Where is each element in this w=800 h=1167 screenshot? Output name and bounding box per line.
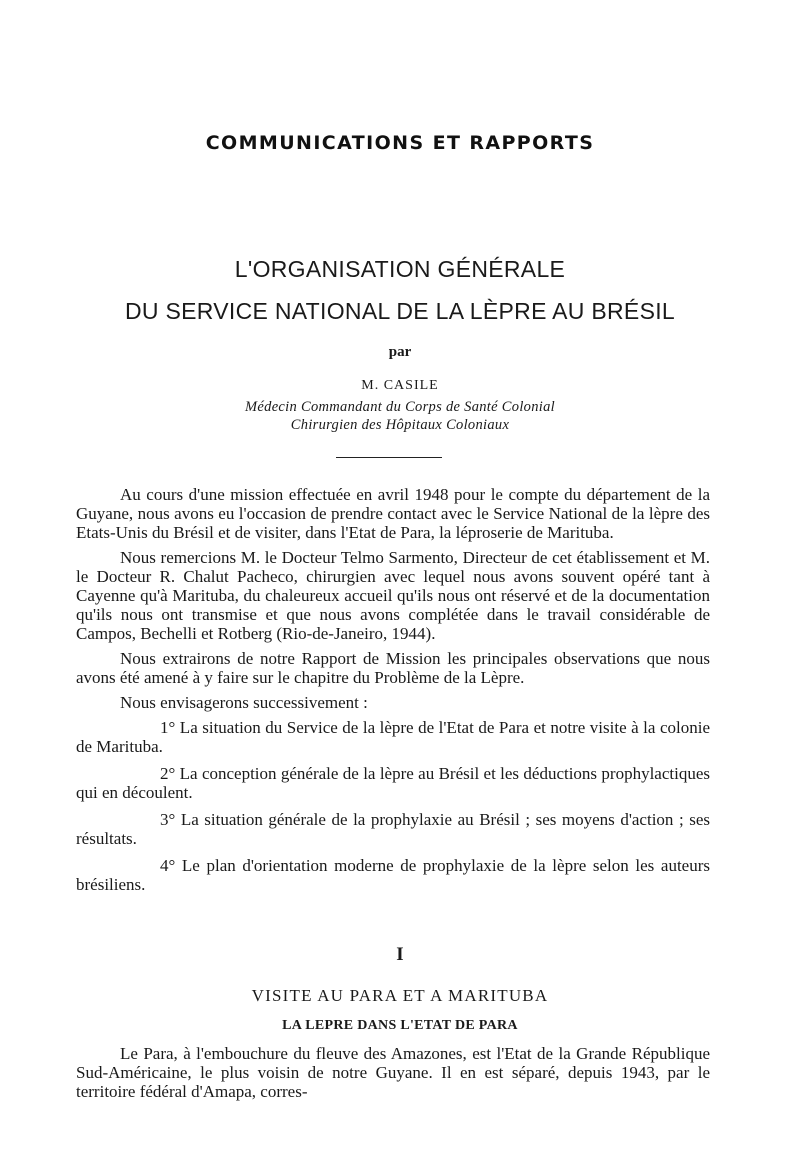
separator-rule — [336, 457, 442, 458]
paragraph: Nous extrairons de notre Rapport de Mission les principales observations que nous avons été amené à y faire sur le chapitre du Problème de la Lèpre. — [76, 649, 710, 687]
list-item: 2° La conception générale de la lèpre au Brésil et les déductions prophylactiques qui en découlent. — [76, 764, 710, 802]
byline-par: par — [388, 344, 412, 360]
paragraph: Nous envisagerons successivement : — [120, 693, 368, 712]
list-item: 3° La situation générale de la prophylaxie au Brésil ; ses moyens d'action ; ses résultats. — [76, 810, 710, 848]
author-name: M. CASILE — [361, 378, 439, 393]
section-number: I — [396, 944, 404, 965]
author-affiliation-1: Médecin Commandant du Corps de Santé Colonial — [245, 399, 555, 415]
paragraph: Le Para, à l'embouchure du fleuve des Amazones, est l'Etat de la Grande République Sud-Américaine, le plus voisin de notre Guyane. Il en est séparé, depuis 1943, par le territoire fédéral d'Amapa, corres- — [76, 1044, 710, 1101]
section-body — [76, 1044, 710, 1101]
section-title: VISITE AU PARA ET A MARITUBA — [251, 986, 549, 1005]
article-body — [76, 485, 710, 902]
subsection-title: LA LEPRE DANS L'ETAT DE PARA — [282, 1018, 518, 1033]
article-title-line-2: DU SERVICE NATIONAL DE LA LÈPRE AU BRÉSIL — [124, 298, 675, 324]
author-affiliation-2: Chirurgien des Hôpitaux Coloniaux — [290, 417, 510, 433]
journal-section-header: COMMUNICATIONS ET RAPPORTS — [205, 132, 595, 154]
list-item: 1° La situation du Service de la lèpre de l'Etat de Para et notre visite à la colonie de Marituba. — [76, 718, 710, 756]
article-title-line-1: L'ORGANISATION GÉNÉRALE — [234, 256, 566, 282]
list-item: 4° Le plan d'orientation moderne de prophylaxie de la lèpre selon les auteurs brésiliens. — [76, 856, 710, 894]
paragraph: Au cours d'une mission effectuée en avril 1948 pour le compte du département de la Guyane, nous avons eu l'occasion de prendre contact avec le Service National de la lèpre des Etats-Unis du Brésil et de visiter, dans l'Etat de Para, la léproserie de Marituba. — [76, 485, 710, 542]
paragraph: Nous remercions M. le Docteur Telmo Sarmento, Directeur de cet établissement et M. le Docteur R. Chalut Pacheco, chirurgien avec lequel nous avons souvent opéré tant à Cayenne qu'à Marituba, du chaleureux accueil qu'ils nous ont réservé et de la documentation qu'ils nous ont transmise et que nous avons complétée dans le travail considérable de Campos, Bechelli et Rotberg (Rio-de-Janeiro, 1944). — [76, 548, 710, 643]
